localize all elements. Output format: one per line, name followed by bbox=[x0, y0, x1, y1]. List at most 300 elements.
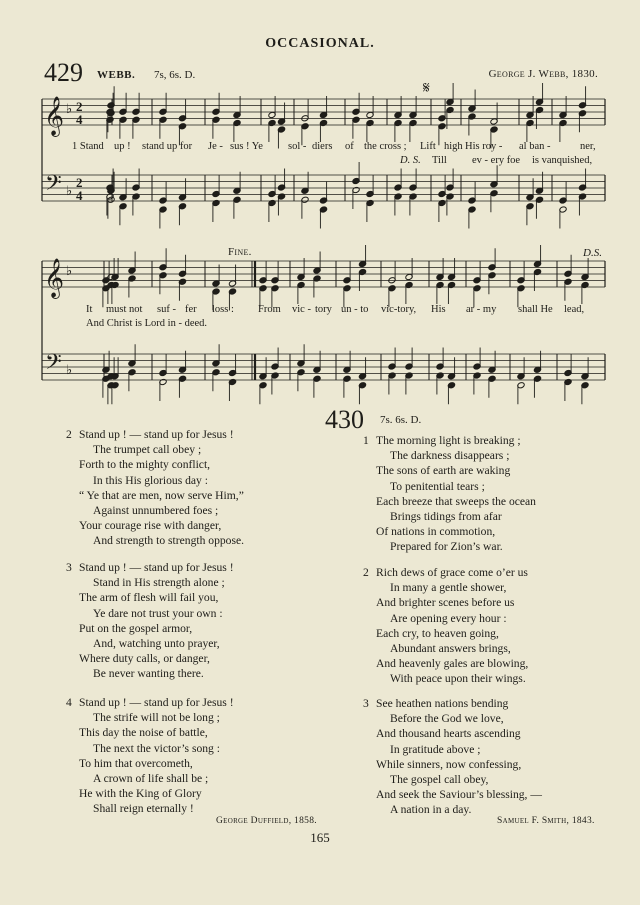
verse-line: The strife will not be long ; bbox=[93, 711, 220, 725]
note-head bbox=[271, 277, 279, 284]
note-head bbox=[313, 275, 321, 282]
note-head bbox=[468, 105, 476, 112]
verse-line: Stand up ! — stand up for Jesus ! bbox=[79, 696, 234, 709]
note-head bbox=[388, 277, 396, 284]
verse-line: He with the King of Glory bbox=[79, 787, 202, 801]
verse-line: In gratitude above ; bbox=[390, 742, 481, 756]
note-head bbox=[301, 187, 309, 194]
note-head bbox=[447, 281, 455, 288]
verse-line: Are opening every hour : bbox=[390, 611, 507, 625]
note-head bbox=[578, 110, 586, 117]
lyric-word: high bbox=[444, 141, 463, 152]
note-head bbox=[409, 111, 417, 118]
verse-line: This day the noise of battle, bbox=[79, 726, 208, 740]
note-head bbox=[438, 115, 446, 122]
note-head bbox=[559, 119, 567, 126]
note-head bbox=[119, 203, 127, 210]
lyric-word: His bbox=[431, 304, 446, 315]
note-head bbox=[159, 272, 167, 279]
ds-marker: D. S. bbox=[400, 155, 421, 166]
bass-clef-icon: 𝄢 bbox=[45, 171, 62, 201]
treble-clef-icon: 𝄞 bbox=[44, 96, 65, 136]
note-head bbox=[268, 119, 276, 126]
note-head bbox=[366, 190, 374, 197]
verse-line: Stand up ! — stand up for Jesus ! bbox=[79, 561, 234, 574]
lyric-word: al ban - bbox=[519, 141, 551, 152]
note-head bbox=[490, 126, 498, 133]
note-head bbox=[233, 187, 241, 194]
note-head bbox=[473, 372, 481, 379]
note-head bbox=[301, 196, 309, 203]
time-signature: 4 bbox=[76, 188, 83, 203]
note-head bbox=[268, 190, 276, 197]
note-head bbox=[490, 118, 498, 125]
lyric-word: Till bbox=[432, 155, 447, 166]
section-heading: OCCASIONAL. bbox=[265, 36, 375, 51]
author-credit-429: George Duffield, 1858. bbox=[216, 816, 317, 826]
note-head bbox=[102, 277, 110, 284]
lyric-word: ev - ery foe bbox=[472, 155, 521, 166]
note-head bbox=[446, 184, 454, 191]
lyrics-line-2b: And Christ is Lord in - deed. bbox=[86, 318, 208, 329]
lyric-word: ner, bbox=[580, 141, 596, 152]
note-head bbox=[297, 273, 305, 280]
note-head bbox=[212, 360, 220, 367]
note-head bbox=[212, 288, 220, 295]
note-head bbox=[228, 288, 236, 295]
note-head bbox=[111, 382, 119, 389]
note-head bbox=[564, 369, 572, 376]
lyric-word: lead, bbox=[564, 304, 585, 315]
stanza-430-1 bbox=[363, 433, 536, 555]
note-head bbox=[228, 369, 236, 376]
note-head bbox=[409, 193, 417, 200]
note-head bbox=[436, 372, 444, 379]
note-head bbox=[447, 373, 455, 380]
lyric-word: must not bbox=[106, 304, 143, 315]
verse-line: Where duty calls, or danger, bbox=[79, 652, 210, 666]
note-head bbox=[268, 111, 276, 118]
note-head bbox=[366, 119, 374, 126]
lyric-word: sus ! Ye bbox=[230, 141, 263, 152]
note-head bbox=[301, 123, 309, 130]
note-head bbox=[178, 203, 186, 210]
note-head bbox=[259, 277, 267, 284]
note-head bbox=[473, 285, 481, 292]
fine-marker: Fine. bbox=[228, 246, 252, 258]
note-head bbox=[473, 277, 481, 284]
note-head bbox=[132, 108, 140, 115]
note-head bbox=[277, 184, 285, 191]
note-head bbox=[564, 378, 572, 385]
note-head bbox=[488, 375, 496, 382]
note-head bbox=[366, 111, 374, 118]
segno-sign: 𝄋 bbox=[423, 80, 430, 97]
verse-line: The next the victor’s song : bbox=[93, 741, 220, 755]
verse-line: In this His glorious day : bbox=[93, 473, 208, 487]
note-head bbox=[313, 375, 321, 382]
note-head bbox=[107, 373, 115, 380]
note-head bbox=[535, 187, 543, 194]
note-head bbox=[297, 369, 305, 376]
note-head bbox=[517, 277, 525, 284]
note-head bbox=[388, 372, 396, 379]
note-head bbox=[564, 270, 572, 277]
stanza-430-3 bbox=[363, 696, 542, 818]
note-head bbox=[233, 119, 241, 126]
note-head bbox=[119, 194, 127, 201]
note-head bbox=[578, 102, 586, 109]
note-head bbox=[106, 108, 114, 115]
note-head bbox=[159, 116, 167, 123]
note-head bbox=[358, 268, 366, 275]
note-head bbox=[468, 206, 476, 213]
verse-line: Prepared for Zion’s war. bbox=[390, 540, 503, 554]
hymn-429-number: 429 bbox=[44, 58, 83, 87]
note-head bbox=[581, 373, 589, 380]
verse-line: And brighter scenes before us bbox=[376, 596, 515, 610]
lyric-word: tory bbox=[315, 304, 332, 315]
note-head bbox=[488, 264, 496, 271]
note-head bbox=[352, 186, 360, 193]
note-head bbox=[212, 280, 220, 287]
note-head bbox=[533, 375, 541, 382]
note-head bbox=[352, 177, 360, 184]
bass-clef-icon: 𝄢 bbox=[45, 350, 62, 380]
verse-line: To him that overcometh, bbox=[79, 756, 193, 770]
lyric-word: up ! bbox=[114, 141, 131, 152]
page-number: 165 bbox=[310, 830, 330, 845]
note-head bbox=[533, 366, 541, 373]
note-head bbox=[259, 373, 267, 380]
verse-line: Of nations in commotion, bbox=[376, 525, 496, 539]
note-head bbox=[581, 382, 589, 389]
note-head bbox=[107, 382, 115, 389]
note-head bbox=[212, 116, 220, 123]
verse-line: Your courage rise with danger, bbox=[79, 519, 222, 533]
note-head bbox=[352, 116, 360, 123]
note-head bbox=[436, 281, 444, 288]
verse-number: 2 bbox=[363, 566, 369, 579]
note-head bbox=[447, 273, 455, 280]
note-head bbox=[409, 184, 417, 191]
lyric-word: shall He bbox=[518, 304, 553, 315]
note-head bbox=[271, 363, 279, 370]
note-head bbox=[178, 115, 186, 122]
note-head bbox=[409, 119, 417, 126]
verse-line: While sinners, now confessing, bbox=[376, 757, 522, 771]
verse-line: Each breeze that sweeps the ocean bbox=[376, 494, 536, 508]
note-head bbox=[438, 123, 446, 130]
note-head bbox=[405, 281, 413, 288]
note-head bbox=[394, 111, 402, 118]
note-head bbox=[446, 106, 454, 113]
note-head bbox=[578, 184, 586, 191]
note-head bbox=[102, 375, 110, 382]
verse-line: A nation in a day. bbox=[390, 803, 472, 817]
note-head bbox=[106, 184, 114, 191]
treble-clef-icon: 𝄞 bbox=[44, 258, 65, 298]
note-head bbox=[107, 110, 115, 117]
lyric-word: fer bbox=[185, 304, 197, 315]
lyric-word: is vanquished, bbox=[532, 155, 593, 166]
note-head bbox=[343, 375, 351, 382]
note-head bbox=[128, 275, 136, 282]
note-head bbox=[388, 285, 396, 292]
note-head bbox=[394, 193, 402, 200]
note-head bbox=[438, 199, 446, 206]
note-head bbox=[313, 366, 321, 373]
note-head bbox=[517, 285, 525, 292]
note-head bbox=[578, 193, 586, 200]
verse-line: And thousand hearts ascending bbox=[376, 727, 521, 741]
lyric-word: diers bbox=[312, 141, 333, 152]
note-head bbox=[106, 193, 114, 200]
hymn-430-meter: 7s. 6s. D. bbox=[380, 414, 422, 426]
note-head bbox=[447, 382, 455, 389]
note-head bbox=[358, 382, 366, 389]
verse-line: The gospel call obey, bbox=[390, 773, 489, 787]
flat-sign: ♭ bbox=[66, 101, 73, 116]
verse-line: To penitential tears ; bbox=[390, 479, 485, 493]
verse-line: Stand up ! — stand up for Jesus ! bbox=[79, 428, 234, 441]
note-head bbox=[228, 378, 236, 385]
note-head bbox=[468, 197, 476, 204]
verse-number: 4 bbox=[66, 696, 72, 709]
note-head bbox=[526, 119, 534, 126]
note-head bbox=[319, 119, 327, 126]
lyric-word: Lift bbox=[420, 141, 436, 152]
note-head bbox=[319, 206, 327, 213]
note-head bbox=[277, 193, 285, 200]
lyric-word: It bbox=[86, 304, 93, 315]
note-head bbox=[581, 281, 589, 288]
note-head bbox=[446, 193, 454, 200]
note-head bbox=[159, 369, 167, 376]
lyric-word: loss : bbox=[212, 304, 234, 315]
note-head bbox=[268, 199, 276, 206]
note-head bbox=[233, 111, 241, 118]
time-signature: 2 bbox=[76, 175, 83, 190]
note-head bbox=[233, 196, 241, 203]
note-head bbox=[358, 373, 366, 380]
note-head bbox=[394, 184, 402, 191]
note-head bbox=[277, 126, 285, 133]
note-head bbox=[297, 281, 305, 288]
note-head bbox=[319, 111, 327, 118]
stanza-430-2 bbox=[363, 565, 529, 687]
note-head bbox=[526, 111, 534, 118]
verse-line: In many a gentle shower, bbox=[390, 581, 507, 595]
note-head bbox=[102, 366, 110, 373]
note-head bbox=[564, 278, 572, 285]
note-head bbox=[436, 363, 444, 370]
note-head bbox=[107, 187, 115, 194]
note-head bbox=[488, 272, 496, 279]
verse-number: 3 bbox=[363, 697, 369, 710]
lyric-word: suf - bbox=[157, 304, 176, 315]
lyric-word: Je - bbox=[208, 141, 223, 152]
note-head bbox=[277, 118, 285, 125]
note-head bbox=[533, 268, 541, 275]
verse-line: And heavenly gales are blowing, bbox=[376, 657, 529, 671]
note-head bbox=[107, 281, 115, 288]
lyric-word: the cross ; bbox=[364, 141, 407, 152]
verse-line: See heathen nations bending bbox=[376, 697, 509, 710]
note-head bbox=[107, 273, 115, 280]
note-head bbox=[446, 98, 454, 105]
lyric-word: vic-tory, bbox=[381, 304, 417, 315]
note-head bbox=[132, 193, 140, 200]
note-head bbox=[313, 267, 321, 274]
tune-name: WEBB. bbox=[97, 69, 136, 81]
verse-line: Be never wanting there. bbox=[93, 667, 204, 681]
verse-line: And strength to strength oppose. bbox=[93, 534, 245, 548]
verse-number: 3 bbox=[66, 561, 72, 574]
verse-line: With peace upon their wings. bbox=[390, 672, 526, 686]
note-head bbox=[159, 108, 167, 115]
note-head bbox=[535, 98, 543, 105]
note-head bbox=[559, 111, 567, 118]
note-head bbox=[559, 197, 567, 204]
verse-line: Abundant answers brings, bbox=[390, 642, 511, 656]
lyric-word: ar - my bbox=[466, 304, 497, 315]
verse-line: “ Ye that are men, now serve Him,” bbox=[79, 488, 244, 502]
note-head bbox=[526, 203, 534, 210]
note-head bbox=[358, 260, 366, 267]
verse-line: Each cry, to heaven going, bbox=[376, 626, 499, 640]
note-head bbox=[366, 199, 374, 206]
note-head bbox=[271, 285, 279, 292]
note-head bbox=[394, 119, 402, 126]
verse-line: The arm of flesh will fail you, bbox=[79, 591, 219, 605]
lyric-word: of bbox=[345, 141, 354, 152]
note-head bbox=[533, 260, 541, 267]
note-head bbox=[178, 375, 186, 382]
note-head bbox=[178, 278, 186, 285]
note-head bbox=[559, 206, 567, 213]
lyric-word: sol - bbox=[288, 141, 307, 152]
note-head bbox=[301, 115, 309, 122]
author-credit-430: Samuel F. Smith, 1843. bbox=[497, 816, 595, 826]
stanza-429-2 bbox=[66, 427, 245, 549]
verse-number: 1 bbox=[363, 434, 369, 447]
note-head bbox=[405, 273, 413, 280]
lyric-word: From bbox=[258, 304, 281, 315]
note-head bbox=[102, 285, 110, 292]
ds-marker-2: D.S. bbox=[583, 247, 602, 259]
verse-line: Put on the gospel armor, bbox=[79, 621, 193, 635]
note-head bbox=[438, 190, 446, 197]
note-head bbox=[107, 196, 115, 203]
note-head bbox=[259, 382, 267, 389]
hymn-430-number: 430 bbox=[325, 405, 364, 434]
note-head bbox=[128, 360, 136, 367]
note-head bbox=[517, 382, 525, 389]
note-head bbox=[490, 181, 498, 188]
note-head bbox=[178, 270, 186, 277]
note-head bbox=[111, 273, 119, 280]
note-head bbox=[119, 116, 127, 123]
note-head bbox=[473, 363, 481, 370]
verse-line: The morning light is breaking ; bbox=[376, 434, 521, 447]
note-head bbox=[212, 108, 220, 115]
note-head bbox=[106, 116, 114, 123]
flat-sign: ♭ bbox=[66, 263, 73, 278]
note-head bbox=[343, 285, 351, 292]
note-head bbox=[490, 190, 498, 197]
lyric-word: 1 Stand bbox=[72, 141, 104, 152]
note-head bbox=[212, 369, 220, 376]
verse-line: And, watching unto prayer, bbox=[93, 637, 220, 651]
note-head bbox=[119, 108, 127, 115]
note-head bbox=[228, 280, 236, 287]
note-head bbox=[343, 277, 351, 284]
verse-line: Forth to the mighty conflict, bbox=[79, 458, 211, 472]
time-signature: 2 bbox=[76, 99, 83, 114]
note-head bbox=[159, 264, 167, 271]
lyric-word: vic - bbox=[292, 304, 311, 315]
verse-line: Shall reign eternally ! bbox=[93, 802, 194, 816]
note-head bbox=[212, 199, 220, 206]
note-head bbox=[111, 373, 119, 380]
stanza-429-4 bbox=[66, 695, 234, 817]
note-head bbox=[319, 197, 327, 204]
note-head bbox=[517, 373, 525, 380]
verse-line: Rich dews of grace come o’er us bbox=[376, 566, 528, 579]
stanza-429-3 bbox=[66, 560, 234, 682]
note-head bbox=[352, 108, 360, 115]
note-head bbox=[581, 273, 589, 280]
verse-line: Ye dare not trust your own : bbox=[93, 606, 223, 620]
hymn-429-meter: 7s, 6s. D. bbox=[154, 69, 196, 81]
note-head bbox=[178, 123, 186, 130]
note-head bbox=[405, 363, 413, 370]
verse-line: The darkness disappears ; bbox=[390, 449, 510, 463]
note-head bbox=[535, 106, 543, 113]
note-head bbox=[159, 378, 167, 385]
note-head bbox=[159, 197, 167, 204]
note-head bbox=[297, 360, 305, 367]
flat-sign: ♭ bbox=[66, 183, 73, 198]
note-head bbox=[526, 194, 534, 201]
note-head bbox=[405, 372, 413, 379]
note-head bbox=[111, 281, 119, 288]
note-head bbox=[488, 366, 496, 373]
note-head bbox=[128, 267, 136, 274]
note-head bbox=[128, 369, 136, 376]
note-head bbox=[468, 113, 476, 120]
lyric-word: His roy - bbox=[465, 141, 503, 152]
lyric-word: un - to bbox=[341, 304, 369, 315]
note-head bbox=[132, 116, 140, 123]
note-head bbox=[107, 102, 115, 109]
note-head bbox=[212, 190, 220, 197]
note-head bbox=[388, 363, 396, 370]
verse-line: Against unnumbered foes ; bbox=[93, 504, 219, 518]
note-head bbox=[343, 366, 351, 373]
note-head bbox=[436, 273, 444, 280]
note-head bbox=[132, 184, 140, 191]
note-head bbox=[259, 285, 267, 292]
composer-credit: George J. Webb, 1830. bbox=[488, 68, 598, 80]
time-signature: 4 bbox=[76, 112, 83, 127]
verse-line: The sons of earth are waking bbox=[376, 464, 511, 478]
note-head bbox=[178, 366, 186, 373]
note-head bbox=[159, 206, 167, 213]
lyric-word: stand up for bbox=[142, 141, 193, 152]
verse-line: A crown of life shall be ; bbox=[93, 772, 209, 786]
